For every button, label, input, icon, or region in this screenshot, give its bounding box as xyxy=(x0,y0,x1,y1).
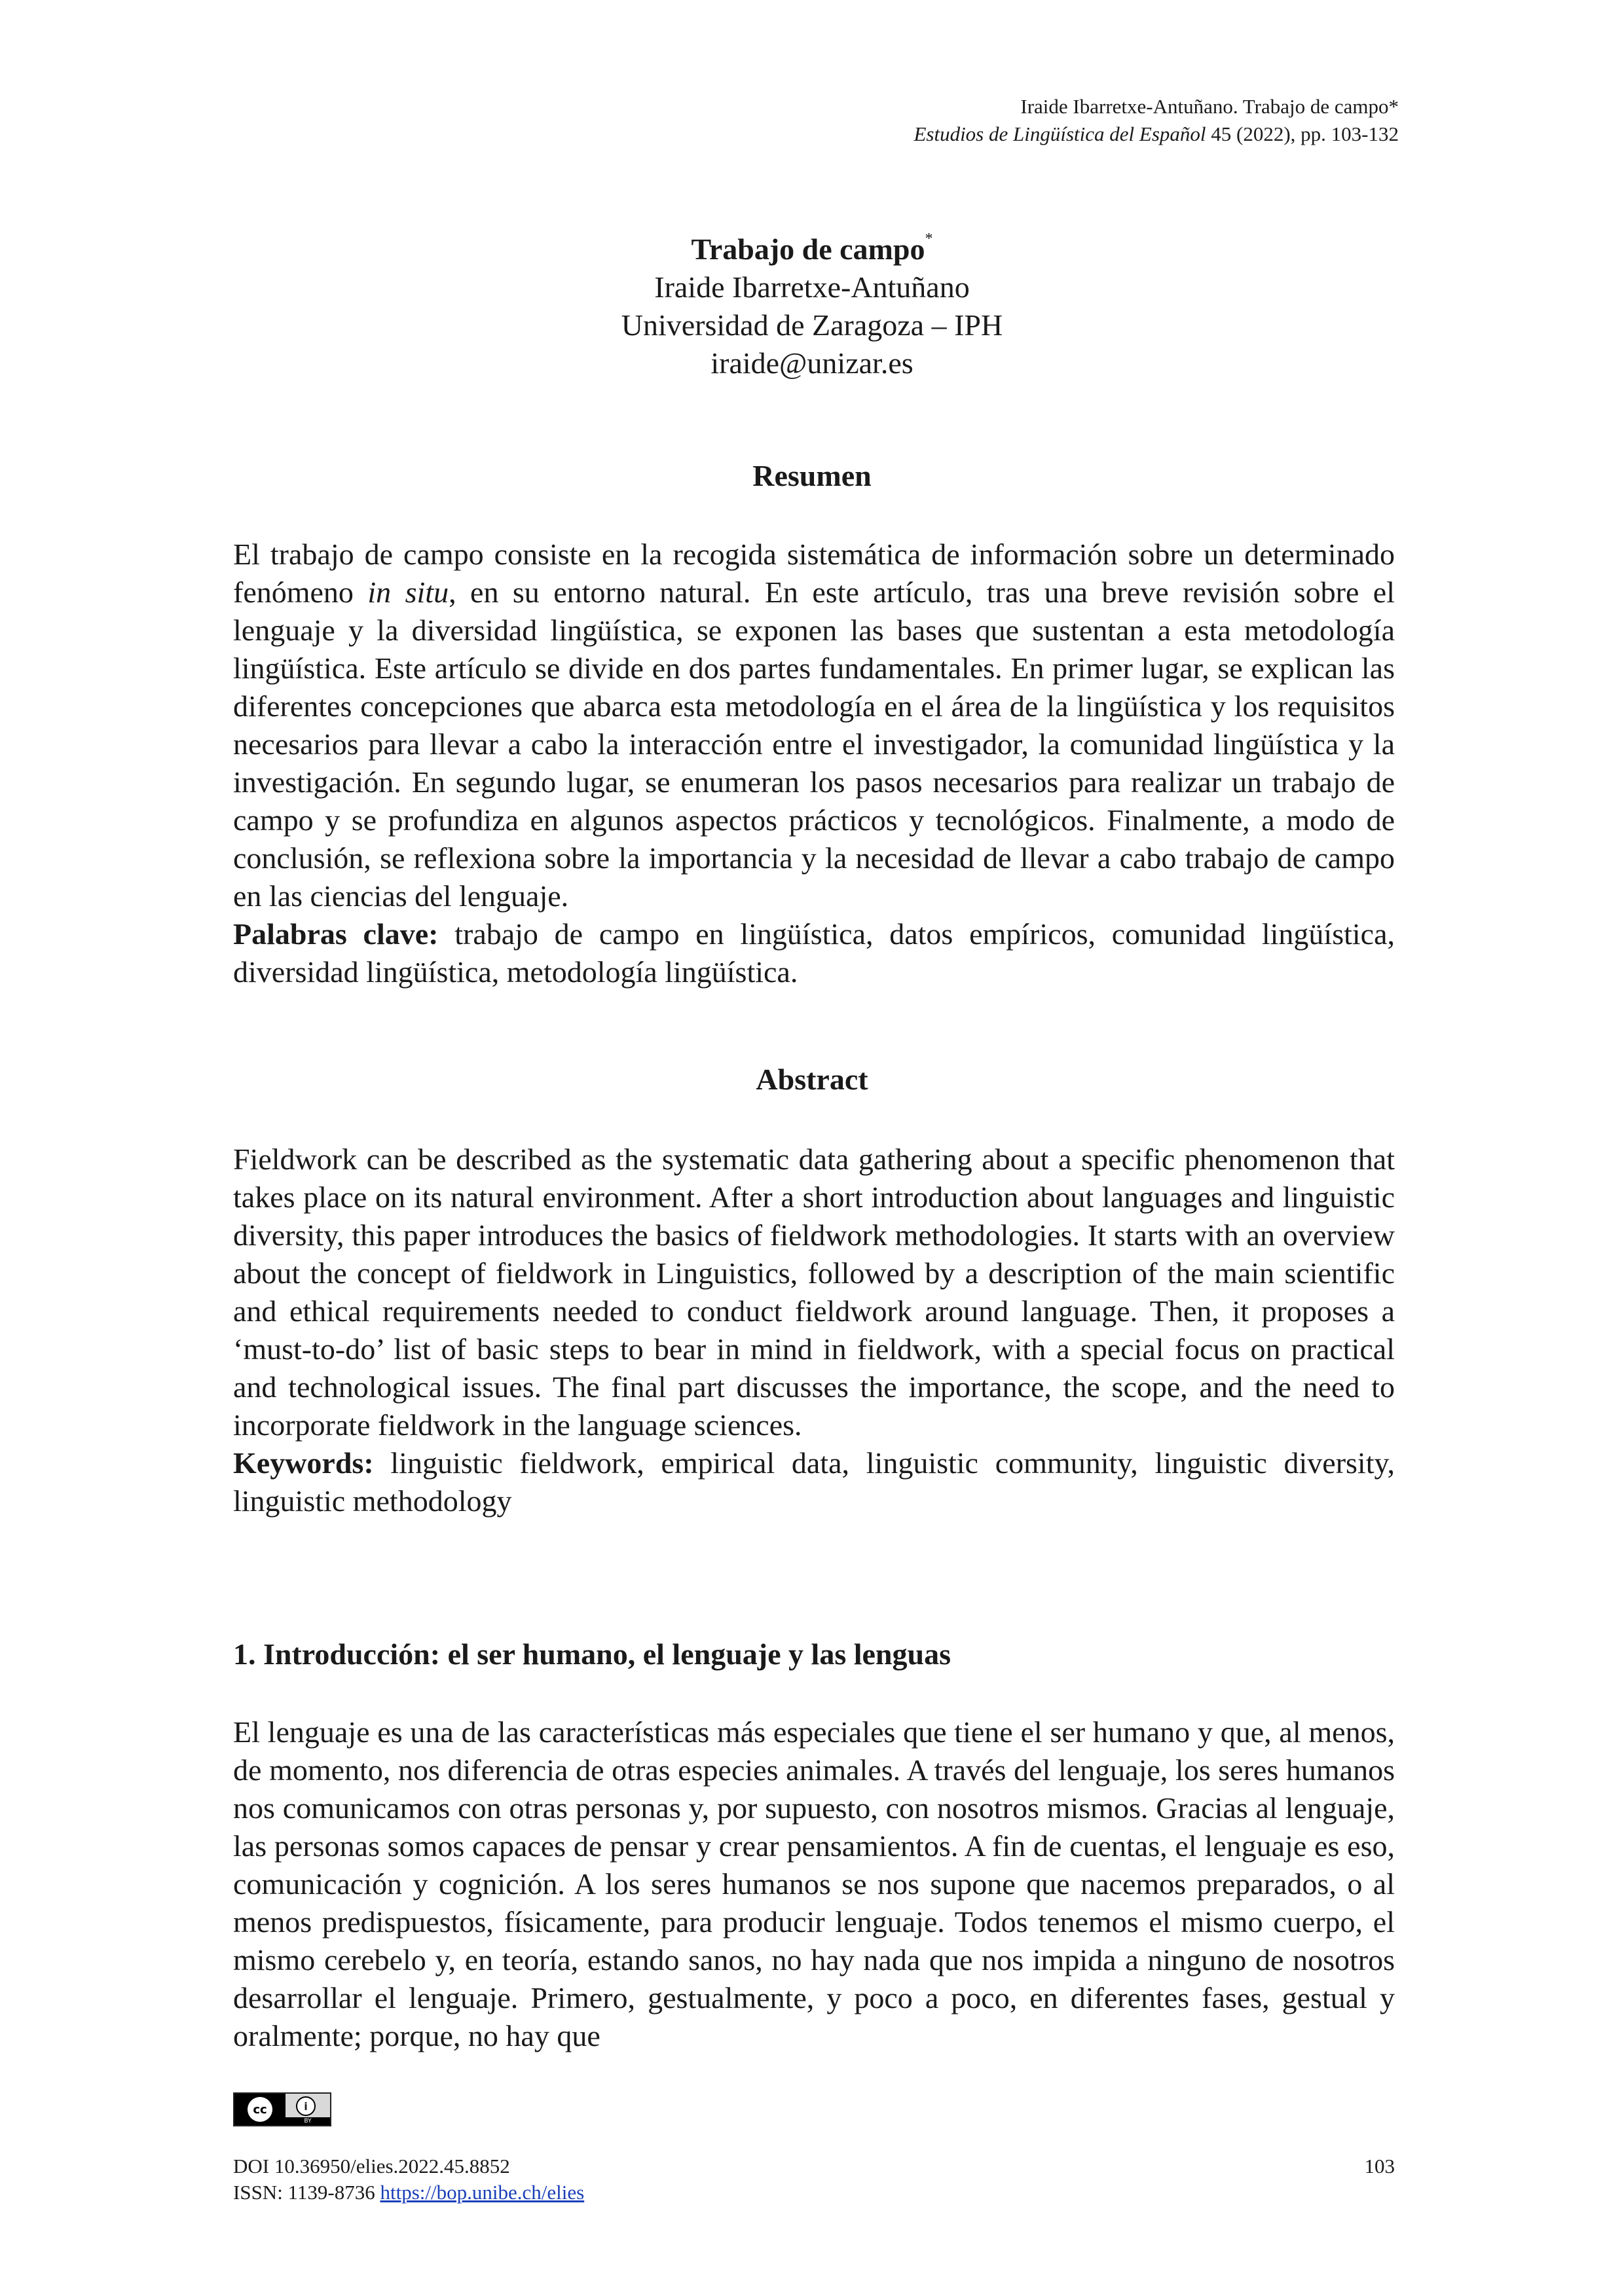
section-1-paragraph: El lenguaje es una de las características más especiales que tiene el ser humano y que, al menos, de momento, nos diferencia de otras especies animales. A través del lenguaje, los seres humanos nos comunicamos con otras personas y, por supuesto, con nosotros mismos. Gracias al lenguaje, las personas somos capaces de pensar y crear pensamientos. A fin de cuentas, el lenguaje es eso, comunicación y cognición. A los seres humanos se nos supone que nacemos preparados, o al menos predispuestos, físicamente, para producir lenguaje. Todos tenemos el mismo cuerpo, el mismo cerebelo y, en teoría, estando sanos, no hay nada que nos impida a ninguno de nosotros desarrollar el lenguaje. Primero, gestualmente, y poco a poco, en diferentes fases, gestual y oralmente; porque, no hay que xyxy=(233,1715,1395,2052)
footer-doi: DOI 10.36950/elies.2022.45.8852 xyxy=(233,2155,510,2178)
cc-logo-icon: cc xyxy=(234,2094,286,2125)
resumen-italic: in situ xyxy=(367,575,449,609)
abstract-keywords xyxy=(233,1444,1395,1520)
resumen-text-2: , en su entorno natural. En este artículo, tras una breve revisión sobre el lenguaje y la diversidad lingüística, se exponen las bases que sustentan a esta metodología lingüística. Este artículo se divide en dos partes fundamentales. En primer lugar, se explican las diferentes concepciones que abarca esta metodología en el área de la lingüística y los requisitos necesarios para llevar a cabo la interacción entre el investigador, la comunidad lingüística y la investigación. En segundo lugar, se enumeran los pasos necesarios para realizar un trabajo de campo y se profundiza en algunos aspectos prácticos y tecnológicos. Finalmente, a modo de conclusión, se reflexiona sobre la importancia y la necesidad de llevar a cabo trabajo de campo en las ciencias del lenguaje. xyxy=(233,575,1395,913)
journal-url-link[interactable]: https://bop.unibe.ch/elies xyxy=(380,2181,585,2204)
running-head-author-title: Iraide Ibarretxe-Antuñano. Trabajo de campo* xyxy=(1020,95,1399,118)
resumen-text-1: El trabajo de campo consiste en la recogida sistemática de información sobre un determinado fenómeno xyxy=(233,538,1395,609)
abstract-heading: Abstract xyxy=(756,1063,868,1096)
resumen-paragraph xyxy=(233,536,1395,915)
page-number: 103 xyxy=(1364,2155,1395,2178)
section-1-heading: 1. Introducción: el ser humano, el lenguaje y las lenguas xyxy=(233,1637,951,1671)
abstract-keywords-label: Keywords: xyxy=(233,1446,374,1480)
resumen-heading: Resumen xyxy=(752,459,872,492)
running-head xyxy=(913,93,1399,148)
title-block xyxy=(0,230,1624,382)
by-attribution-icon: i BY xyxy=(286,2094,330,2125)
abstract-paragraph: Fieldwork can be described as the systematic data gathering about a specific phenomenon that takes place on its natural environment. After a short introduction about languages and linguistic diversity, this paper introduces the basics of fieldwork methodologies. It starts with an overview about the concept of fieldwork in Linguistics, followed by a description of the main scientific and ethical requirements needed to conduct fieldwork around language. Then, it proposes a ‘must-to-do’ list of basic steps to bear in mind in fieldwork, with a special focus on practical and technological issues. The final part discusses the importance, the scope, and the need to incorporate fieldwork in the language sciences. xyxy=(233,1142,1395,1442)
resumen-body xyxy=(233,536,1395,991)
abstract-body xyxy=(233,1140,1395,1520)
footer-issn xyxy=(233,2179,1395,2206)
paper-title xyxy=(0,230,1624,268)
author-email[interactable]: iraide@unizar.es xyxy=(710,346,913,380)
cc-by-icon[interactable] xyxy=(233,2092,331,2126)
footer-issn-text: ISSN: 1139-8736 xyxy=(233,2181,380,2204)
abstract-keywords-text: linguistic fieldwork, empirical data, linguistic community, linguistic diversity, linguistic methodology xyxy=(233,1446,1395,1518)
page-footer xyxy=(233,2153,1395,2206)
resumen-keywords-label: Palabras clave: xyxy=(233,917,439,951)
title-footnote-mark[interactable]: * xyxy=(925,230,933,247)
running-head-journal xyxy=(913,120,1399,148)
journal-name: Estudios de Lingüística del Español xyxy=(913,122,1206,145)
resumen-keywords xyxy=(233,915,1395,991)
resumen-keywords-text: trabajo de campo en lingüística, datos empíricos, comunidad lingüística, diversidad lingüística, metodología lingüística. xyxy=(233,917,1395,989)
section-1-body xyxy=(233,1713,1395,2055)
author-name: Iraide Ibarretxe-Antuñano xyxy=(654,270,970,304)
journal-issue: 45 (2022), pp. 103-132 xyxy=(1206,122,1399,145)
author-affiliation: Universidad de Zaragoza – IPH xyxy=(621,308,1003,342)
paper-title-text: Trabajo de campo xyxy=(691,232,925,266)
